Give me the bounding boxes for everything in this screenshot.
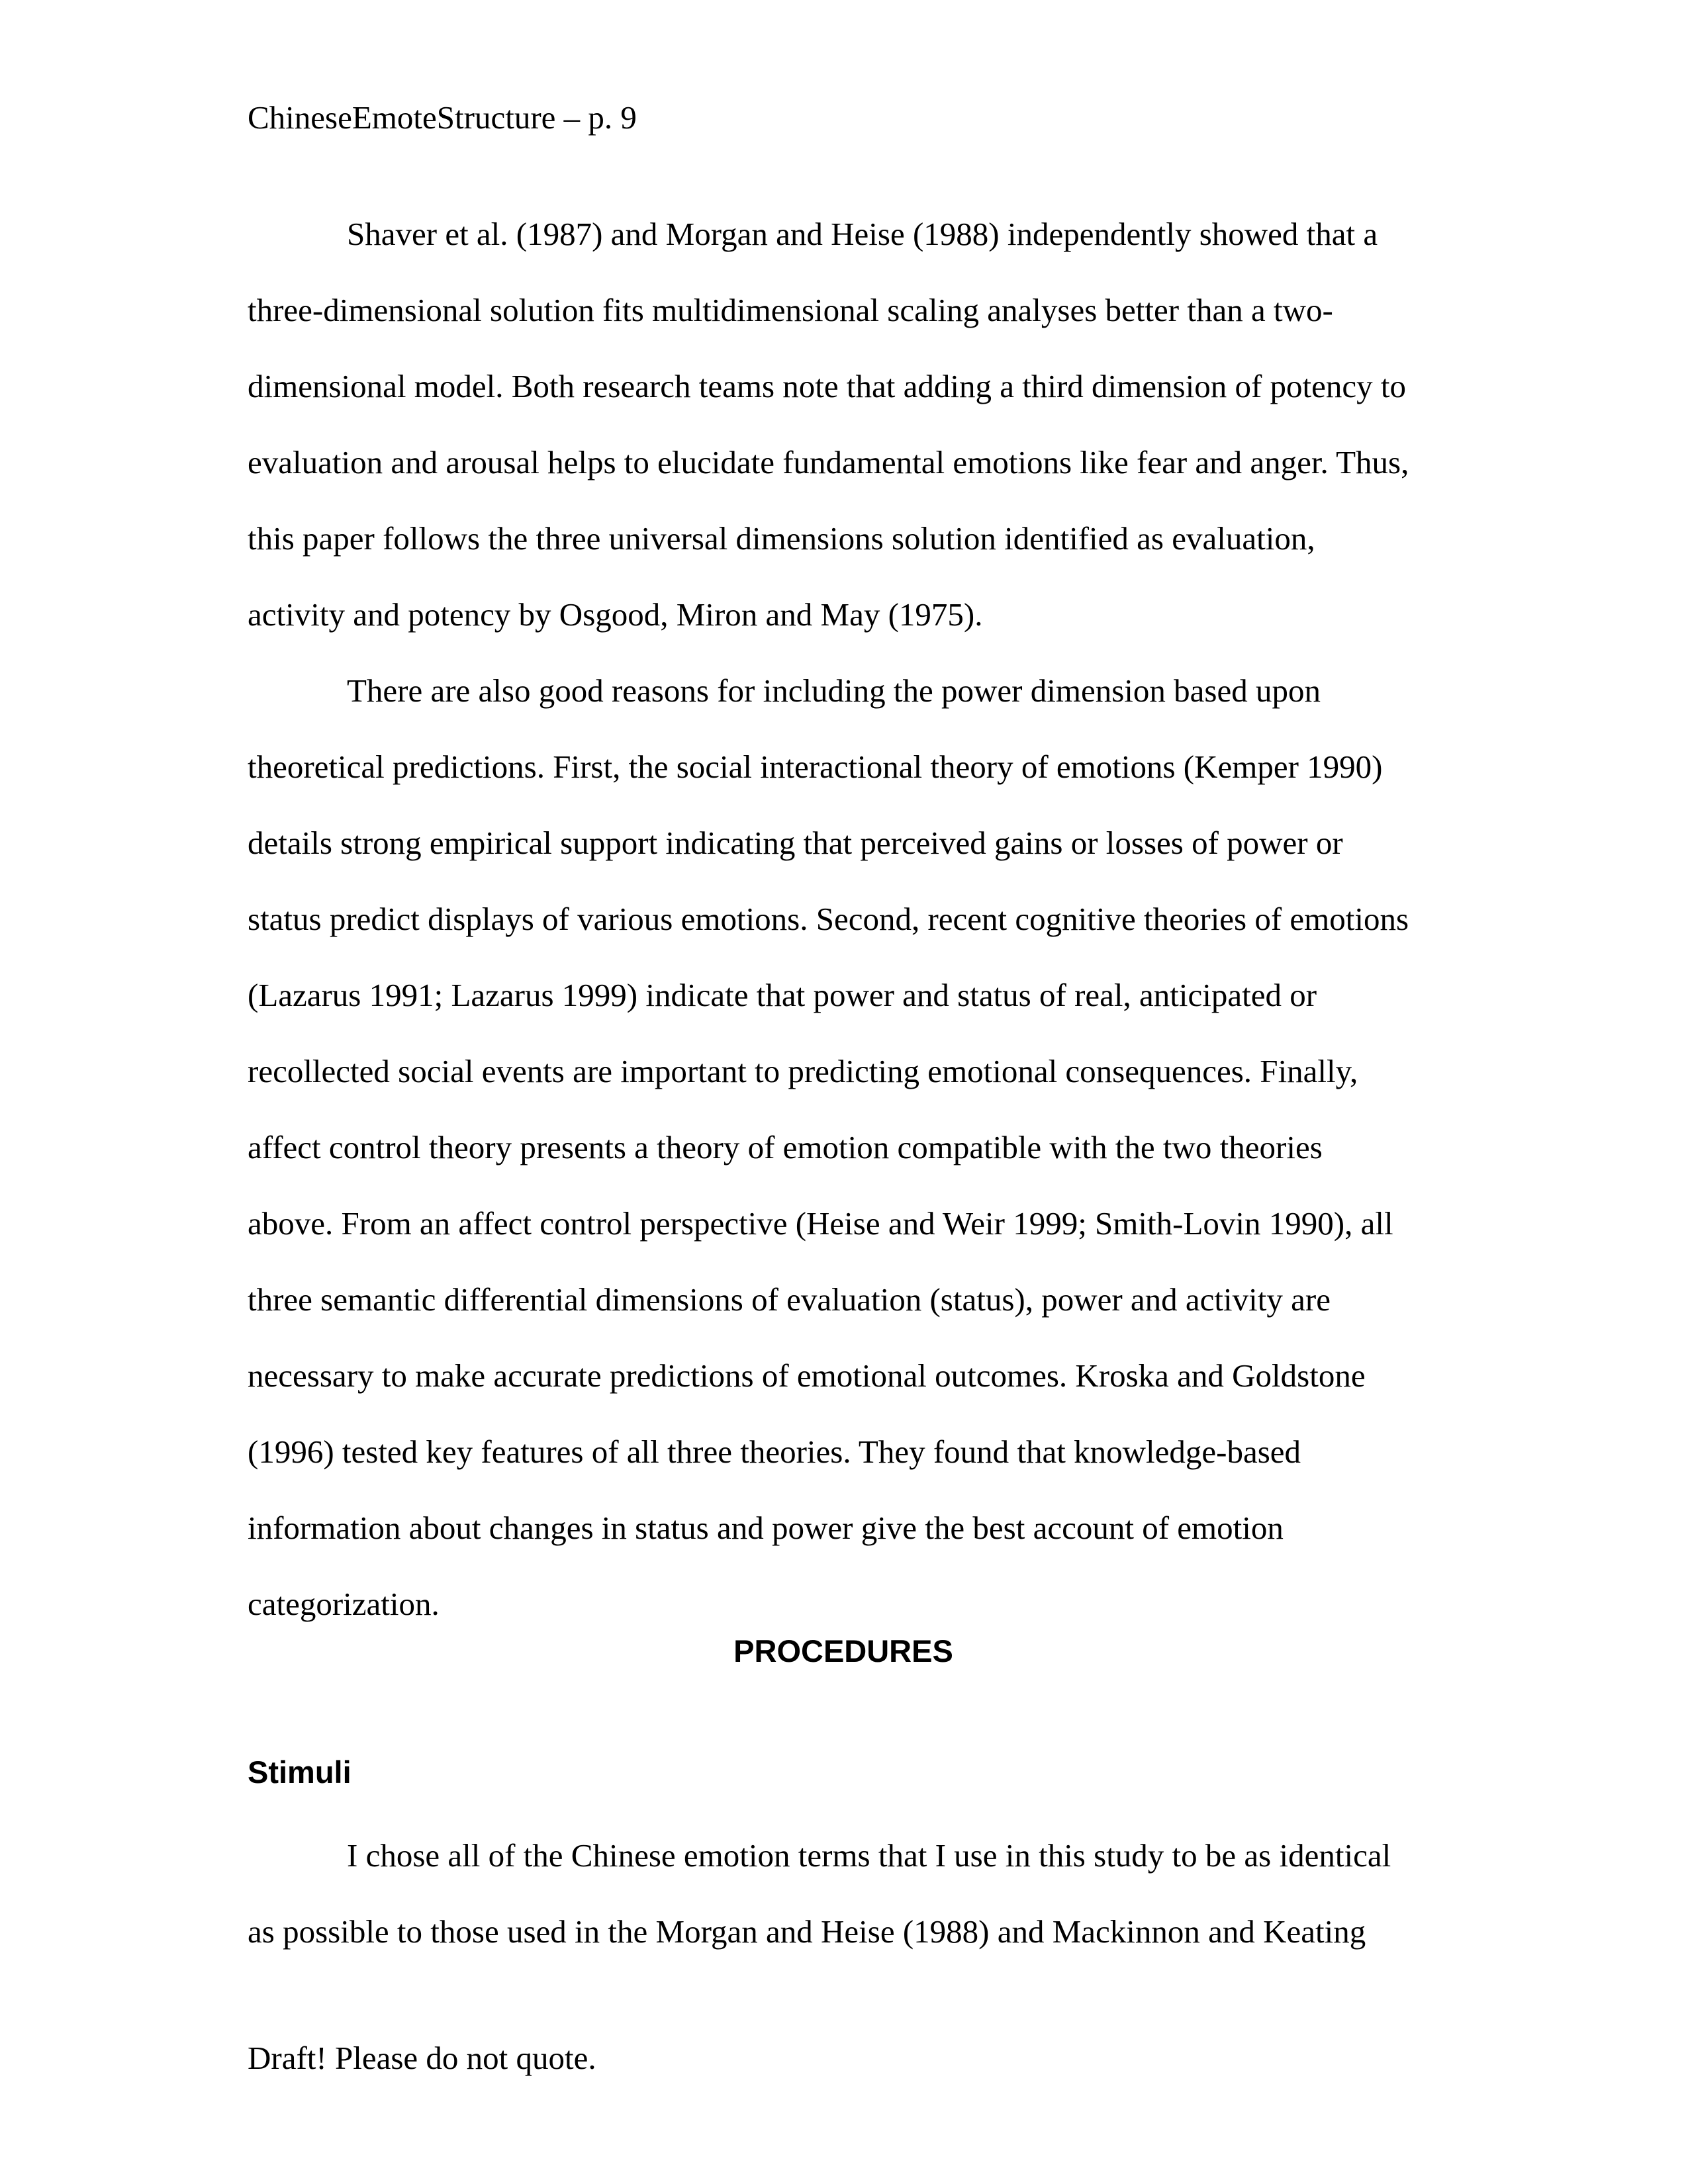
- paragraph-line: status predict displays of various emotions. Second, recent cognitive theories of emotions: [248, 901, 1409, 937]
- paragraph-line: activity and potency by Osgood, Miron and May (1975).: [248, 596, 983, 633]
- paragraph-line: theoretical predictions. First, the social interactional theory of emotions (Kemper 1990): [248, 749, 1383, 785]
- subsection-heading-stimuli: Stimuli: [248, 1754, 352, 1790]
- body-text-upper: [248, 196, 1439, 1642]
- paragraph-line: as possible to those used in the Morgan and Heise (1988) and Mackinnon and Keating: [248, 1913, 1366, 1950]
- paragraph-line: necessary to make accurate predictions of emotional outcomes. Kroska and Goldstone: [248, 1357, 1366, 1394]
- paragraph-line: information about changes in status and power give the best account of emotion: [248, 1510, 1284, 1546]
- section-heading-procedures: PROCEDURES: [733, 1633, 953, 1668]
- paragraph-line: recollected social events are important to predicting emotional consequences. Finally,: [248, 1053, 1358, 1089]
- body-text-lower: [248, 1817, 1439, 1970]
- paragraph-line: (1996) tested key features of all three theories. They found that knowledge-based: [248, 1433, 1301, 1470]
- paragraph-line: I chose all of the Chinese emotion terms that I use in this study to be as identical: [347, 1837, 1391, 1874]
- paragraph-line: three semantic differential dimensions of evaluation (status), power and activity are: [248, 1281, 1331, 1318]
- paragraph-line: There are also good reasons for including the power dimension based upon: [347, 672, 1321, 709]
- paragraph-line: three-dimensional solution fits multidimensional scaling analyses better than a two-: [248, 292, 1333, 328]
- paragraph-line: evaluation and arousal helps to elucidate fundamental emotions like fear and anger. Thus,: [248, 444, 1409, 480]
- paragraph-line: (Lazarus 1991; Lazarus 1999) indicate that power and status of real, anticipated or: [248, 977, 1317, 1013]
- paragraph-line: categorization.: [248, 1586, 440, 1622]
- running-header: ChineseEmoteStructure – p. 9: [248, 99, 637, 136]
- paragraph-line: affect control theory presents a theory of emotion compatible with the two theories: [248, 1129, 1323, 1165]
- paragraph-dimensional-solution: [248, 196, 1439, 653]
- running-footer: Draft! Please do not quote.: [248, 2040, 596, 2076]
- paragraph-line: this paper follows the three universal dimensions solution identified as evaluation,: [248, 520, 1315, 557]
- paragraph-line: details strong empirical support indicating that perceived gains or losses of power or: [248, 825, 1343, 861]
- paragraph-stimuli: [248, 1817, 1439, 1970]
- paragraph-line: dimensional model. Both research teams note that adding a third dimension of potency to: [248, 368, 1406, 404]
- paragraph-line: above. From an affect control perspective (Heise and Weir 1999; Smith-Lovin 1990), all: [248, 1205, 1393, 1242]
- paragraph-line: Shaver et al. (1987) and Morgan and Heise (1988) independently showed that a: [347, 216, 1378, 252]
- paragraph-power-dimension: [248, 653, 1439, 1642]
